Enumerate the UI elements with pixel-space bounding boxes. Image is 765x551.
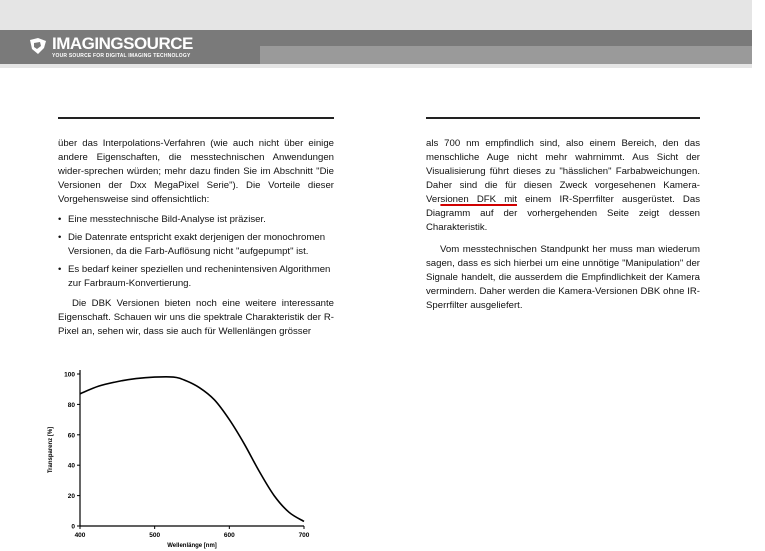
red-underline-annotation: sionen DFK mit: [440, 194, 517, 205]
y-axis-label: Transparenz [%]: [48, 426, 54, 474]
y-tick-label: 100: [64, 371, 75, 379]
transparency-chart: [40, 362, 330, 550]
right-paragraph-1: [426, 137, 700, 235]
left-paragraph-2: Die DBK Versionen bieten noch eine weitere interessante Eigenschaft. Schauen wir uns die spektrale Charakteristik der R-Pixel an, sehen wir, dass sie auch für Wellenlängen grösser: [58, 298, 334, 337]
right-paragraph-1-end: einem IR-Sperrfilter ausgerüstet. Das Diagramm auf der vorhergehenden Seite zeigt dessen Charakteristik.: [426, 194, 700, 233]
logo-name: IMAGINGSOURCE: [52, 34, 193, 53]
right-paragraph-1-start: als 700 nm empfindlich sind, also einem Bereich, den das menschliche Auge nicht mehr wahrnimmt. Aus Sicht der Visualisierung führt dieses zu "hässlichen" Farbabweichungen. Daher sind die für diesen Zweck vorgesehenen Kamera-Ver: [426, 138, 700, 205]
logo-band-stripe: [260, 46, 752, 64]
transparency-curve: [80, 377, 304, 522]
list-item: • Es bedarf keiner speziellen und rechenintensiven Algorithmen zur Farbraum-Konvertierung.: [58, 263, 334, 291]
x-tick-label: 400: [74, 532, 86, 539]
left-column-rule: [58, 117, 334, 119]
logo-tagline: YOUR SOURCE FOR DIGITAL IMAGING TECHNOLOGY: [52, 53, 191, 59]
x-tick-label: 600: [223, 532, 235, 539]
y-tick-label: 60: [67, 432, 75, 440]
right-paragraph-2: Vom messtechnischen Standpunkt her muss man wiederum sagen, dass es sich hierbei um eine unnötige "Manipulation" der Signale handelt, die ausserdem die Empfindlichkeit der Kamera vermindern. Daher werden die Kamera-Versionen DBK ohne IR-Sperrfilter ausgeliefert.: [426, 244, 700, 311]
logo-mark-icon: [28, 36, 48, 56]
header-bar: [0, 0, 752, 68]
x-tick-label: 500: [149, 532, 161, 539]
x-axis-label: Wellenlänge [nm]: [167, 543, 217, 549]
right-column-rule: [426, 117, 700, 119]
left-column: [58, 137, 334, 339]
y-tick-label: 20: [67, 493, 75, 501]
right-column: [426, 137, 700, 313]
y-tick-label: 40: [67, 462, 75, 470]
left-paragraph-1: über das Interpolations-Verfahren (wie auch nicht über einige andere Eigenschaften, die messtechnischen Anwendungen wider-sprechen würden; mehr dazu finden Sie im Abschnitt "Die Versionen der Dxx MegaPixel Serie"). Die Vorteile dieser Vorgehensweise sind offensichtlich:: [58, 138, 334, 205]
list-item: • Eine messtechnische Bild-Analyse ist präziser.: [58, 213, 334, 227]
advantages-list: [58, 213, 334, 291]
y-tick-label: 0: [71, 523, 75, 531]
y-tick-label: 80: [67, 401, 75, 409]
list-item: • Die Datenrate entspricht exakt derjenigen der monochromen Versionen, da die Farb-Auflösung nicht "aufgepumpt" ist.: [58, 231, 334, 259]
x-tick-label: 700: [298, 532, 310, 539]
